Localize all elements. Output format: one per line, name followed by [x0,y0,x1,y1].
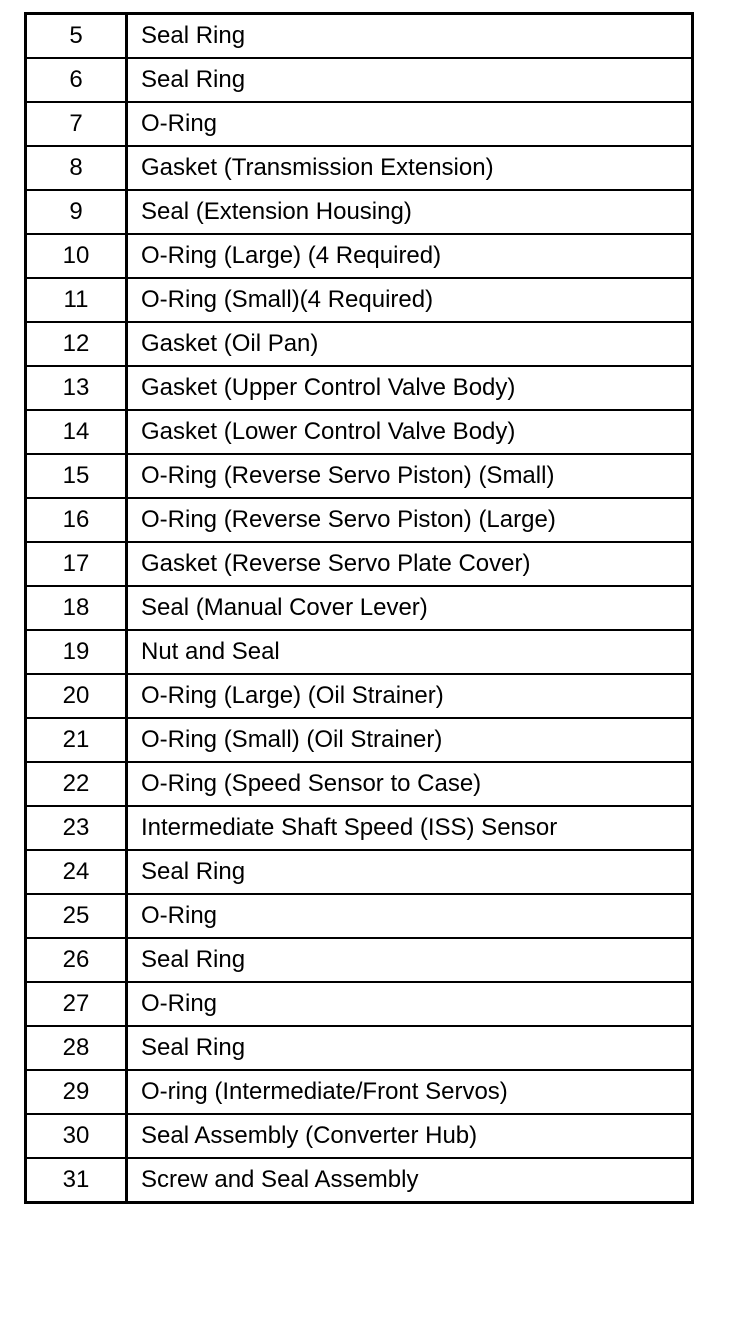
table-row [26,454,693,498]
table-row [26,1026,693,1070]
table-row [26,674,693,718]
part-number: 27 [26,982,127,1026]
part-description: Seal Ring [127,14,693,59]
part-description: Gasket (Transmission Extension) [127,146,693,190]
part-number: 17 [26,542,127,586]
part-description: Seal Ring [127,850,693,894]
table-row [26,234,693,278]
part-description: O-Ring (Reverse Servo Piston) (Small) [127,454,693,498]
table-row [26,146,693,190]
part-description: O-Ring (Speed Sensor to Case) [127,762,693,806]
part-number: 16 [26,498,127,542]
part-number: 5 [26,14,127,59]
part-number: 12 [26,322,127,366]
parts-table [24,12,694,1204]
part-number: 8 [26,146,127,190]
part-description: O-Ring [127,102,693,146]
part-number: 15 [26,454,127,498]
part-description: Intermediate Shaft Speed (ISS) Sensor [127,806,693,850]
part-description: O-Ring (Reverse Servo Piston) (Large) [127,498,693,542]
part-number: 30 [26,1114,127,1158]
table-row [26,586,693,630]
table-row [26,322,693,366]
part-description: O-Ring (Large) (Oil Strainer) [127,674,693,718]
part-number: 6 [26,58,127,102]
part-description: O-Ring [127,894,693,938]
part-number: 7 [26,102,127,146]
part-description: O-Ring (Large) (4 Required) [127,234,693,278]
part-number: 9 [26,190,127,234]
part-number: 31 [26,1158,127,1203]
part-number: 24 [26,850,127,894]
table-row [26,102,693,146]
table-row [26,1158,693,1203]
part-number: 22 [26,762,127,806]
part-description: Seal Ring [127,938,693,982]
part-description: Gasket (Lower Control Valve Body) [127,410,693,454]
part-description: Gasket (Upper Control Valve Body) [127,366,693,410]
part-number: 19 [26,630,127,674]
part-number: 28 [26,1026,127,1070]
table-row [26,718,693,762]
table-row [26,58,693,102]
part-number: 14 [26,410,127,454]
table-row [26,850,693,894]
part-description: Seal (Extension Housing) [127,190,693,234]
part-description: Seal Assembly (Converter Hub) [127,1114,693,1158]
part-number: 23 [26,806,127,850]
part-number: 10 [26,234,127,278]
table-row [26,938,693,982]
parts-table-body [26,14,693,1203]
part-number: 26 [26,938,127,982]
table-row [26,410,693,454]
table-row [26,762,693,806]
table-row [26,894,693,938]
part-description: Gasket (Reverse Servo Plate Cover) [127,542,693,586]
part-description: O-ring (Intermediate/Front Servos) [127,1070,693,1114]
part-description: Screw and Seal Assembly [127,1158,693,1203]
part-number: 25 [26,894,127,938]
part-description: O-Ring (Small) (Oil Strainer) [127,718,693,762]
part-description: Seal Ring [127,1026,693,1070]
part-description: Nut and Seal [127,630,693,674]
part-description: Seal Ring [127,58,693,102]
table-row [26,498,693,542]
table-row [26,366,693,410]
table-row [26,14,693,59]
part-description: O-Ring (Small)(4 Required) [127,278,693,322]
part-description: Gasket (Oil Pan) [127,322,693,366]
part-number: 29 [26,1070,127,1114]
table-row [26,542,693,586]
table-row [26,1070,693,1114]
part-description: Seal (Manual Cover Lever) [127,586,693,630]
part-number: 20 [26,674,127,718]
part-number: 18 [26,586,127,630]
table-row [26,806,693,850]
table-row [26,278,693,322]
table-row [26,982,693,1026]
table-row [26,1114,693,1158]
part-number: 13 [26,366,127,410]
part-number: 21 [26,718,127,762]
part-description: O-Ring [127,982,693,1026]
part-number: 11 [26,278,127,322]
table-row [26,190,693,234]
table-row [26,630,693,674]
